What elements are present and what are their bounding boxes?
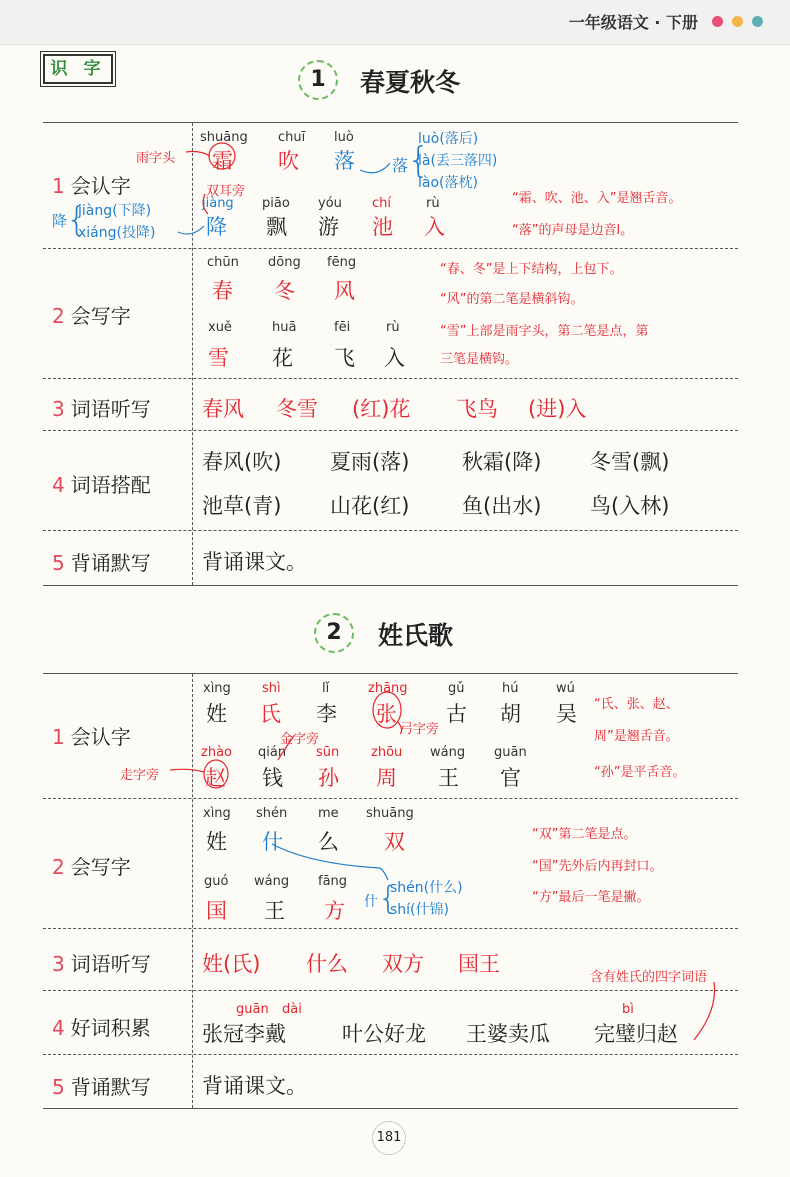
pinyin: shì: [262, 681, 281, 696]
pinyin: chūn: [207, 255, 239, 270]
phrase: 山花(红): [330, 494, 410, 518]
phrase: 春风(吹): [202, 450, 282, 474]
character: 入: [384, 346, 405, 370]
reading: jiàng(下降): [78, 203, 152, 219]
annotation: 含有姓氏的四字词语: [590, 970, 708, 985]
recite-text: 背诵课文。: [202, 1074, 307, 1098]
polyphone-char: 什: [364, 894, 378, 910]
pinyin: bì: [622, 1002, 634, 1017]
row-label: 4 词语搭配: [52, 473, 151, 497]
dictation-word: 什么: [306, 952, 348, 976]
row-label: 5 背诵默写: [52, 551, 151, 575]
pinyin: piāo: [262, 196, 290, 211]
character: 降: [206, 215, 227, 239]
pinyin: zhāng: [368, 681, 408, 696]
character: 胡: [500, 702, 521, 726]
character: 霜: [212, 149, 233, 173]
pinyin: gǔ: [448, 681, 465, 696]
annotation-arrows-2: [0, 600, 790, 1060]
pinyin: guān: [236, 1002, 269, 1017]
character: 周: [376, 766, 397, 790]
annotation: 雨字头: [136, 151, 176, 166]
pinyin: luò: [334, 130, 354, 145]
row-label: 2 会写字: [52, 304, 131, 328]
character: 张: [376, 702, 397, 726]
character: 雪: [208, 346, 229, 370]
pinyin: xuě: [208, 320, 232, 335]
pinyin: jiàng: [202, 196, 234, 211]
annotation: 周”是翘舌音。: [594, 729, 679, 744]
reading: shí(什锦): [390, 902, 449, 918]
character: 氏: [260, 702, 281, 726]
pinyin: shén: [256, 806, 288, 821]
annotation: “双”第二笔是点。: [532, 827, 637, 842]
table-border: [43, 1108, 738, 1109]
section-tag: 识 字: [43, 54, 113, 84]
character: 姓: [206, 830, 227, 854]
character: 双: [384, 830, 405, 854]
pinyin: shuāng: [200, 130, 248, 145]
pinyin: qián: [258, 745, 287, 760]
recite-text: 背诵课文。: [202, 550, 307, 574]
annotation: “风”的第二笔是横斜钩。: [440, 292, 584, 307]
pinyin: chuī: [278, 130, 306, 145]
row-label: 4 好词积累: [52, 1016, 151, 1040]
character: 什: [262, 830, 283, 854]
pinyin: sūn: [316, 745, 340, 760]
lesson-number: 1: [298, 60, 338, 100]
pinyin: zhào: [201, 745, 232, 760]
dictation-word: (红)花: [352, 397, 411, 421]
pinyin: fēng: [327, 255, 357, 270]
annotation: “氏、张、赵、: [594, 697, 679, 712]
pinyin: guó: [204, 874, 229, 889]
dictation-word: 冬雪: [276, 397, 318, 421]
annotation: “国”先外后内再封口。: [532, 859, 663, 874]
pinyin: lǐ: [322, 681, 330, 696]
character: 落: [334, 149, 355, 173]
character: 游: [318, 215, 339, 239]
pinyin: zhōu: [371, 745, 403, 760]
character: 王: [438, 766, 459, 790]
pinyin: xìng: [203, 681, 231, 696]
phrase: 夏雨(落): [330, 450, 410, 474]
idiom: 叶公好龙: [342, 1022, 426, 1046]
book-title: 一年级语文 · 下册: [568, 13, 698, 32]
pinyin: yóu: [318, 196, 342, 211]
annotation: 三笔是横钩。: [440, 352, 519, 367]
character: 花: [272, 346, 293, 370]
lesson-title: 春夏秋冬: [360, 68, 461, 97]
pinyin: rù: [426, 196, 440, 211]
pinyin: fāng: [318, 874, 348, 889]
pinyin: xìng: [203, 806, 231, 821]
character: 赵: [205, 766, 226, 790]
phrase: 秋霜(降): [462, 450, 542, 474]
character: 李: [316, 702, 337, 726]
pinyin: me: [318, 806, 339, 821]
row-label: 2 会写字: [52, 855, 131, 879]
character: 钱: [262, 766, 283, 790]
dictation-word: 飞鸟: [456, 397, 498, 421]
lesson-title: 姓氏歌: [378, 621, 454, 650]
pinyin: wáng: [254, 874, 290, 889]
character: 池: [372, 215, 393, 239]
pinyin: rù: [386, 320, 400, 335]
character: 古: [446, 702, 467, 726]
reading: xiáng(投降): [78, 225, 156, 241]
pinyin: guān: [494, 745, 527, 760]
pinyin: shuāng: [366, 806, 414, 821]
character: 方: [324, 899, 345, 923]
character: 风: [334, 279, 355, 303]
row-label: 1 会认字: [52, 725, 131, 749]
idiom: 王婆卖瓜: [466, 1022, 550, 1046]
row-label: 3 词语听写: [52, 952, 151, 976]
annotation: “春、冬”是上下结构，上包下。: [440, 262, 623, 277]
annotation: 弓字旁: [400, 722, 440, 737]
character: 冬: [274, 279, 295, 303]
row-label: 1 会认字: [52, 174, 131, 198]
pinyin: wú: [556, 681, 575, 696]
reading: lào(落枕): [418, 175, 478, 191]
character: 春: [212, 279, 233, 303]
pinyin: chí: [372, 196, 391, 211]
phrase: 鸟(入林): [590, 494, 670, 518]
annotation: “落”的声母是边音l。: [512, 223, 634, 238]
pinyin: wáng: [430, 745, 466, 760]
pinyin: fēi: [334, 320, 351, 335]
pinyin: dài: [282, 1002, 302, 1017]
annotation: 金字旁: [280, 732, 320, 747]
dictation-word: 姓(氏): [202, 952, 261, 976]
page-number: 181: [372, 1121, 406, 1155]
polyphone-char: 落: [392, 156, 409, 175]
annotation: 双耳旁: [206, 184, 246, 199]
pinyin: huā: [272, 320, 297, 335]
annotation: “雪”上部是雨字头，第二笔是点，第: [440, 324, 649, 339]
row-label: 5 背诵默写: [52, 1075, 151, 1099]
pinyin: dōng: [268, 255, 301, 270]
dictation-word: 国王: [458, 952, 500, 976]
row-label: 3 词语听写: [52, 397, 151, 421]
dictation-word: 春风: [202, 397, 244, 421]
idiom: 完璧归赵: [594, 1022, 678, 1046]
phrase: 冬雪(飘): [590, 450, 670, 474]
character: 王: [264, 899, 285, 923]
character: 官: [500, 766, 521, 790]
phrase: 鱼(出水): [462, 494, 542, 518]
idiom: 张冠李戴: [202, 1022, 286, 1046]
character: 么: [318, 830, 339, 854]
annotation: “方”最后一笔是撇。: [532, 890, 650, 905]
pinyin: hú: [502, 681, 519, 696]
brace-icon: {: [66, 200, 88, 240]
dictation-word: 双方: [382, 952, 424, 976]
character: 国: [206, 899, 227, 923]
brace-icon: {: [378, 879, 399, 917]
reading: shén(什么): [390, 880, 463, 896]
character: 飘: [266, 215, 287, 239]
reading: là(丢三落四): [418, 153, 498, 169]
brace-icon: {: [407, 140, 430, 181]
dictation-word: (进)入: [528, 397, 587, 421]
reading: luò(落后): [418, 131, 479, 147]
character: 姓: [206, 702, 227, 726]
annotation: 走字旁: [120, 768, 160, 783]
character: 吹: [278, 149, 299, 173]
lesson-number: 2: [314, 613, 354, 653]
annotation: “霜、吹、池、入”是翘舌音。: [512, 191, 682, 206]
polyphone-char: 降: [52, 212, 68, 230]
character: 入: [424, 215, 445, 239]
character: 孙: [318, 766, 339, 790]
annotation: “孙”是平舌音。: [594, 765, 686, 780]
character: 吴: [556, 702, 577, 726]
character: 飞: [334, 346, 355, 370]
phrase: 池草(青): [202, 494, 282, 518]
